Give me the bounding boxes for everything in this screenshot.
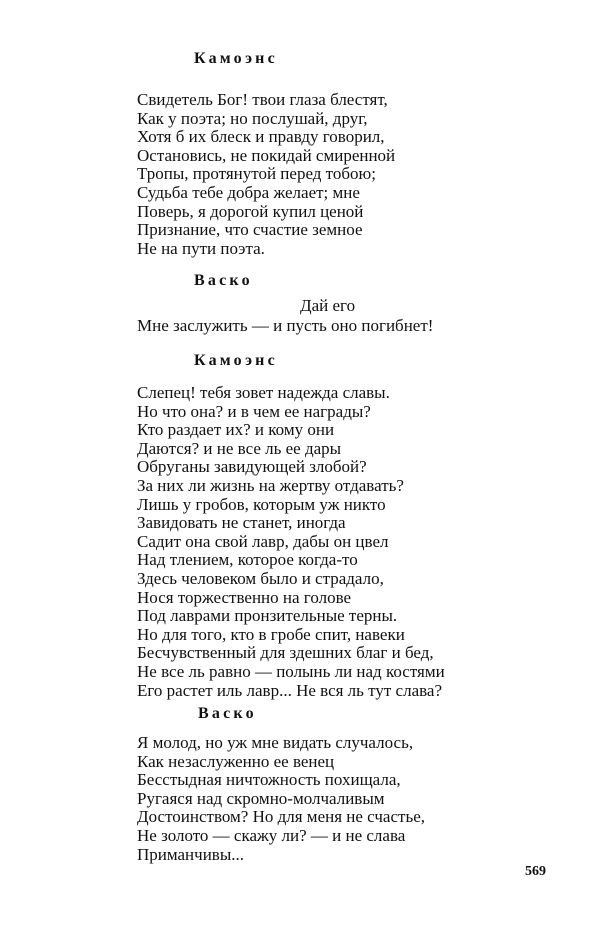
speaker-name: Камоэнс	[194, 50, 278, 67]
verse-line: За них ли жизнь на жертву отдавать?	[137, 475, 404, 495]
verse-line: Свидетель Бог! твои глаза блестят,	[137, 90, 388, 109]
indented-verse-line: Дай его	[300, 296, 356, 315]
verse-line: Приманчивы...	[137, 844, 245, 864]
verse-line: Лишь у гробов, которым уж никто	[137, 494, 386, 514]
verse-line: Кто раздает их? и кому они	[137, 420, 335, 440]
verse-line: Не на пути поэта.	[137, 238, 265, 258]
verse-line: Бесчувственный для здешних благ и бед,	[137, 643, 434, 663]
verse-line: Тропы, протянутой перед тобою;	[137, 164, 376, 184]
verse-line: Нося торжественно на голове	[137, 587, 352, 607]
verse-line: Его растет иль лавр... Не вся ль тут слава?	[137, 680, 443, 700]
verse-line: Мне заслужить — и пусть оно погибнет!	[137, 316, 434, 335]
page-number: 569	[525, 864, 546, 879]
verse-line: Но что она? и в чем ее награды?	[137, 401, 371, 421]
verse-block	[137, 734, 425, 864]
speaker-name: Васко	[198, 705, 257, 722]
verse-line: Завидовать не станет, иногда	[137, 513, 346, 533]
verse-line: Над тлением, которое когда-то	[137, 550, 358, 570]
verse-line: Как у поэта; но послушай, друг,	[137, 108, 368, 128]
verse-line: Признание, что счастие земное	[137, 220, 363, 240]
verse-line: Как незаслуженно ее венец	[137, 751, 335, 771]
speaker-name: Васко	[194, 272, 253, 289]
speaker-name: Камоэнс	[194, 352, 278, 369]
verse-line: Не все ль равно — полынь ли над костями	[137, 661, 445, 681]
verse-line: Здесь человеком было и страдало,	[137, 568, 384, 588]
verse-block	[137, 384, 445, 700]
verse-line: Судьба тебе добра желает; мне	[137, 182, 360, 202]
verse-line: Под лаврами пронзительные терны.	[137, 606, 398, 626]
verse-line: Обруганы завидующей злобой?	[137, 457, 367, 477]
verse-line: Бесстыдная ничтожность похищала,	[137, 770, 401, 790]
verse-block	[137, 317, 433, 336]
verse-line: Не золото — скажу ли? — и не слава	[137, 825, 406, 845]
verse-line: Поверь, я дорогой купил ценой	[137, 201, 364, 221]
verse-line: Но для того, кто в гробе спит, навеки	[137, 624, 405, 644]
verse-line: Я молод, но уж мне видать случалось,	[137, 733, 414, 752]
verse-line: Ругаяся над скромно-молчаливым	[137, 788, 385, 808]
verse-line: Хотя б их блеск и правду говорил,	[137, 127, 385, 147]
verse-line: Достоинством? Но для меня не счастье,	[137, 807, 425, 827]
verse-line: Остановись, не покидай смиренной	[137, 145, 396, 165]
verse-line: Садит она свой лавр, дабы он цвел	[137, 531, 389, 551]
verse-line: Слепец! тебя зовет надежда славы.	[137, 383, 390, 402]
verse-block	[137, 91, 395, 258]
verse-line: Даются? и не все ль ее дары	[137, 438, 342, 458]
